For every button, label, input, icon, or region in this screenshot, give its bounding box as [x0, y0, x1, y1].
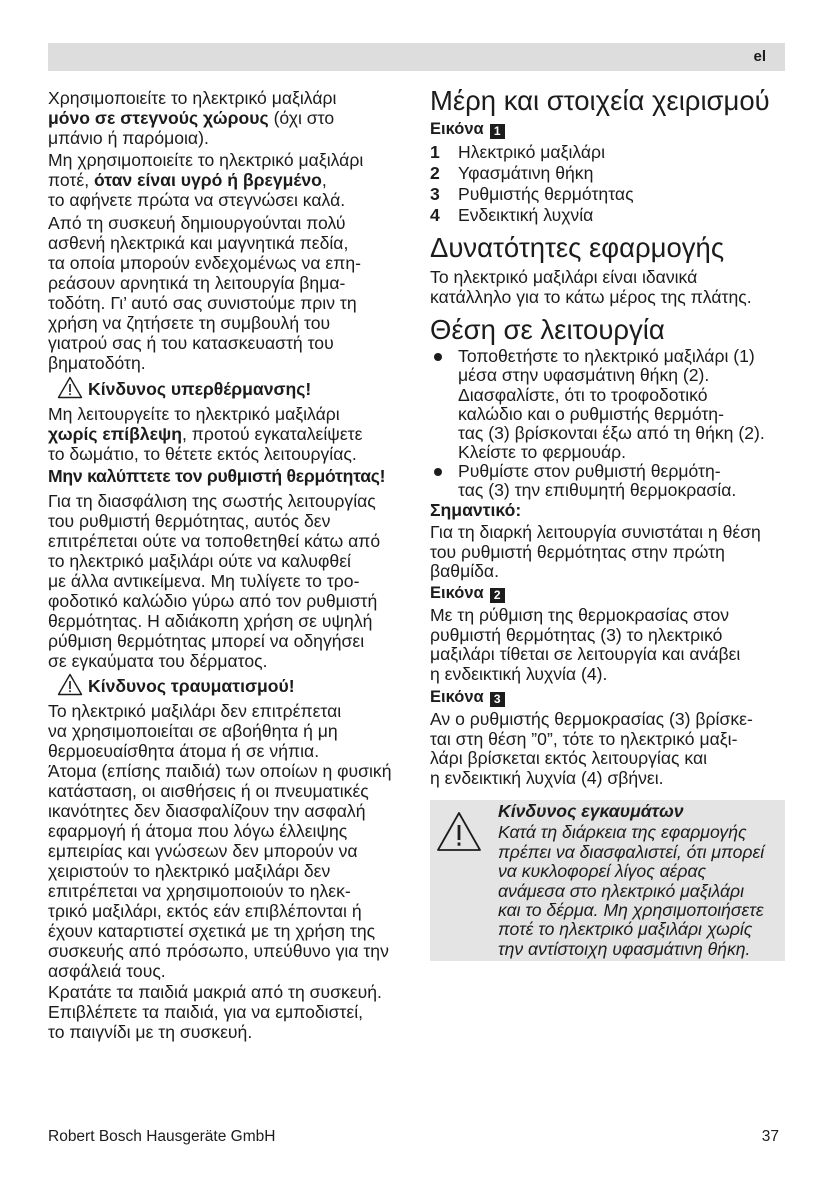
- text-line: εφαρμογή ή άτομα που λόγω έλλειψης: [48, 821, 348, 841]
- part-label: Ενδεικτική λυχνία: [458, 205, 594, 225]
- text-line: μπάνιο ή παρόμοια).: [48, 128, 209, 148]
- bold-emphasis: χωρίς επίβλεψη: [48, 424, 183, 444]
- burn-warning-title: Κίνδυνος εγκαυμάτων: [498, 801, 684, 821]
- text-line: Με τη ρύθμιση της θερμοκρασίας στον: [430, 605, 730, 625]
- text-line: ρυθμιστή θερμότητας (3) το ηλεκτρικό: [430, 624, 723, 645]
- part-number: 2: [430, 163, 440, 183]
- text-segment: ποτέ,: [48, 170, 94, 190]
- vulnerable-persons-paragraph: [48, 701, 392, 981]
- warning-triangle-icon: [57, 673, 83, 696]
- warning-triangle-icon: [436, 811, 482, 852]
- injury-warning-heading: [48, 676, 400, 696]
- figure-number-badge: 2: [490, 588, 505, 603]
- controller-paragraph: [48, 491, 380, 671]
- text-line: συσκευής από πρόσωπο, υπεύθυνο για την: [48, 941, 389, 961]
- text-line: ρεάσουν αρνητικά τη λειτουργία βημα-: [48, 273, 346, 293]
- text-line: λάρι βρίσκεται εκτός λειτουργίας και: [430, 748, 708, 769]
- supervision-paragraph: [48, 404, 362, 464]
- text-line: με άλλα αντικείμενα. Μη τυλίγετε το τρο-: [48, 571, 360, 591]
- text-segment: ,: [321, 170, 327, 190]
- bold-emphasis: μόνο σε στεγνούς χώρους: [48, 108, 269, 128]
- important-heading: Σημαντικό:: [430, 500, 522, 520]
- part-number: 4: [430, 205, 440, 225]
- text-line: βαθμίδα.: [430, 561, 499, 582]
- text-line: Χρησιμοποιείτε το ηλεκτρικό μαξιλάρι: [48, 88, 337, 108]
- text-segment: , προτού εγκαταλείψετε: [182, 424, 363, 444]
- text-line: του ρυθμιστή θερμότητας στην πρώτη: [430, 541, 725, 562]
- figure-reference: [430, 687, 505, 707]
- text-line: την αντίστοιχη υφασμάτινη θήκη.: [498, 938, 751, 959]
- text-line: βηματοδότη.: [48, 353, 146, 373]
- important-paragraph: [430, 523, 761, 582]
- text-line: ρύθμιση θερμότητας μπορεί να οδηγήσει: [48, 631, 365, 651]
- text-line: τα οποία μπορούν ενδεχομένως να επη-: [48, 253, 362, 273]
- text-line: εμπειρίας και γνώσεων δεν μπορούν να: [48, 841, 358, 861]
- text-line: μαξιλάρι τίθεται σε λειτουργία και ανάβει: [430, 644, 741, 665]
- text-line: Το ηλεκτρικό μαξιλάρι δεν επιτρέπεται: [48, 701, 342, 721]
- text-line: Διασφαλίστε, ότι το τροφοδοτικό: [458, 384, 708, 405]
- text-line: Μη χρησιμοποιείτε το ηλεκτρικό μαξιλάρι: [48, 150, 364, 170]
- text-line: το δωμάτιο, το θέτετε εκτός λειτουργίας.: [48, 444, 357, 464]
- text-line: τοδότη. Γι’ αυτό σας συνιστούμε πριν τη: [48, 293, 357, 313]
- part-number: 1: [430, 142, 440, 162]
- parts-list-item: [430, 184, 634, 205]
- text-line: Κλείστε το φερμουάρ.: [458, 442, 627, 463]
- figure-label: Εικόνα: [430, 584, 484, 602]
- parts-list-item: [430, 142, 634, 163]
- text-line: έχουν καταρτιστεί σχετικά με τη χρήση της: [48, 921, 376, 941]
- text-line: φοδοτικό καλώδιο γύρω από τον ρυθμιστή: [48, 591, 378, 611]
- text-line: ασθενή ηλεκτρικά και μαγνητικά πεδία,: [48, 233, 349, 253]
- part-number: 3: [430, 184, 440, 204]
- section-heading-operation: Θέση σε λειτουργία: [430, 314, 665, 345]
- text-line: ανάμεσα στο ηλεκτρικό μαξιλάρι: [498, 880, 745, 901]
- text-line: Τοποθετήστε το ηλεκτρικό μαξιλάρι (1): [458, 346, 755, 366]
- bullet-icon: [434, 468, 442, 476]
- part-label: Ρυθμιστής θερμότητας: [458, 184, 634, 204]
- language-code: el: [753, 48, 766, 65]
- bullet-item: [430, 347, 765, 463]
- text-line: το παιγνίδι με τη συσκευή.: [48, 1022, 253, 1042]
- text-line: το ηλεκτρικό μαξιλάρι ούτε να καλυφθεί: [48, 551, 351, 571]
- part-label: Υφασμάτινη θήκη: [458, 163, 594, 183]
- wet-pad-paragraph: [48, 150, 363, 210]
- children-paragraph: [48, 982, 382, 1042]
- text-line: τας (3) βρίσκονται έξω από τη θήκη (2).: [458, 423, 765, 444]
- text-line: μέσα στην υφασμάτινη θήκη (2).: [458, 365, 710, 386]
- text-line: ται στη θέση ”0”, τότε το ηλεκτρικό μαξι-: [430, 728, 738, 749]
- text-line: να κυκλοφορεί λίγος αέρας: [498, 861, 707, 882]
- text-line: Μη λειτουργείτε το ηλεκτρικό μαξιλάρι: [48, 404, 340, 424]
- text-line: και το δέρμα. Μη χρησιμοποιήσετε: [498, 899, 764, 920]
- part-label: Ηλεκτρικό μαξιλάρι: [458, 142, 605, 162]
- text-line: Επιβλέπετε τα παιδιά, για να εμποδιστεί,: [48, 1002, 364, 1022]
- text-line: να χρησιμοποιείται σε αβοήθητα ή μη: [48, 721, 338, 741]
- section-heading-parts: Μέρη και στοιχεία χειρισμού: [430, 85, 770, 116]
- parts-list: [430, 142, 634, 226]
- text-line: τας (3) την επιθυμητή θερμοκρασία.: [458, 480, 737, 501]
- figure-reference: [430, 119, 505, 139]
- text-line: Για τη διασφάλιση της σωστής λειτουργίας: [48, 491, 376, 511]
- text-line: Άτομα (επίσης παιδιά) των οποίων η φυσική: [48, 761, 392, 781]
- do-not-cover-notice: [48, 466, 385, 486]
- figure-label: Εικόνα: [430, 120, 484, 138]
- text-line: κατάσταση, οι αισθήσεις ή οι πνευματικές: [48, 781, 369, 801]
- text-line: γιατρού σας ή του κατασκευαστή του: [48, 333, 334, 353]
- warning-triangle-icon: [57, 376, 83, 399]
- text-line: ποτέ το ηλεκτρικό μαξιλάρι χωρίς: [498, 919, 753, 940]
- figure-label: Εικόνα: [430, 688, 484, 706]
- parts-list-item: [430, 205, 634, 226]
- bullet-icon: [434, 353, 442, 361]
- figure-reference: [430, 583, 505, 603]
- switch-on-paragraph: [430, 606, 740, 685]
- text-line: Κατά τη διάρκεια της εφαρμογής: [498, 822, 747, 843]
- text-line: Το ηλεκτρικό μαξιλάρι είναι ιδανικά: [430, 267, 698, 287]
- parts-list-item: [430, 163, 634, 184]
- text-line: Από τη συσκευή δημιουργούνται πολύ: [48, 213, 346, 233]
- warning-title: Κίνδυνος τραυματισμού!: [88, 676, 295, 696]
- text-line: χειριστούν το ηλεκτρικό μαξιλάρι δεν: [48, 861, 331, 881]
- switch-off-paragraph: [430, 710, 753, 789]
- text-line: του ρυθμιστή θερμότητας, αυτός δεν: [48, 511, 331, 531]
- text-line: η ενδεικτική λυχνία (4) σβήνει.: [430, 768, 664, 789]
- bullet-item: [430, 462, 736, 501]
- text-line: ικανότητες δεν διασφαλίζουν την ασφαλή: [48, 801, 366, 821]
- text-line: επιτρέπεται να χρησιμοποιούν το ηλεκ-: [48, 881, 351, 901]
- text-line: σε εγκαύματα του δέρματος.: [48, 651, 268, 671]
- text-line: το αφήνετε πρώτα να στεγνώσει καλά.: [48, 190, 346, 210]
- language-header-bar: [48, 43, 785, 71]
- text-line: τρικό μαξιλάρι, εκτός εάν επιβλέπονται ή: [48, 901, 362, 921]
- text-line: [48, 424, 362, 444]
- text-line: Κρατάτε τα παιδιά μακριά από τη συσκευή.: [48, 982, 382, 1002]
- text-line: κατάλληλο για το κάτω μέρος της πλάτης.: [430, 287, 752, 307]
- text-line: η ενδεικτική λυχνία (4).: [430, 664, 608, 685]
- burn-warning-box: [430, 800, 785, 961]
- text-line: πρέπει να διασφαλιστεί, ότι μπορεί: [498, 841, 765, 862]
- text-line: θερμότητας. Η αδιάκοπη χρήση σε υψηλή: [48, 611, 373, 631]
- important-label: [430, 500, 521, 520]
- figure-number-badge: 1: [490, 124, 505, 139]
- pacemaker-paragraph: [48, 213, 361, 373]
- bold-emphasis: όταν είναι υγρό ή βρεγμένο: [94, 170, 322, 190]
- figure-number-badge: 3: [490, 692, 505, 707]
- footer-page-number: 37: [761, 1128, 779, 1145]
- overheat-warning-heading: [48, 379, 400, 399]
- text-line: Για τη διαρκή λειτουργία συνιστάται η θέση: [430, 522, 761, 542]
- text-line: [48, 170, 363, 190]
- text-line: [48, 108, 336, 128]
- warning-title: Κίνδυνος υπερθέρμανσης!: [88, 379, 312, 399]
- text-line: Αν ο ρυθμιστής θερμοκρασίας (3) βρίσκε-: [430, 709, 753, 729]
- footer-company: Robert Bosch Hausgeräte GmbH: [48, 1128, 276, 1145]
- text-line: χρήση να ζητήσετε τη συμβουλή του: [48, 313, 331, 333]
- dry-rooms-paragraph: [48, 88, 336, 148]
- use-paragraph: [430, 267, 752, 307]
- text-segment: (όχι στο: [268, 108, 335, 128]
- bold-notice-line: Μην καλύπτετε τον ρυθμιστή θερμότητας!: [48, 466, 386, 486]
- text-line: ασφάλειά τους.: [48, 961, 166, 981]
- text-line: θερμοευαίσθητα άτομα ή σε νήπια.: [48, 741, 320, 761]
- text-line: Ρυθμίστε στον ρυθμιστή θερμότη-: [458, 461, 721, 481]
- section-heading-use: Δυνατότητες εφαρμογής: [430, 232, 725, 263]
- text-line: καλώδιο και ο ρυθμιστής θερμότη-: [458, 403, 724, 424]
- text-line: επιτρέπεται ούτε να τοποθετηθεί κάτω από: [48, 531, 381, 551]
